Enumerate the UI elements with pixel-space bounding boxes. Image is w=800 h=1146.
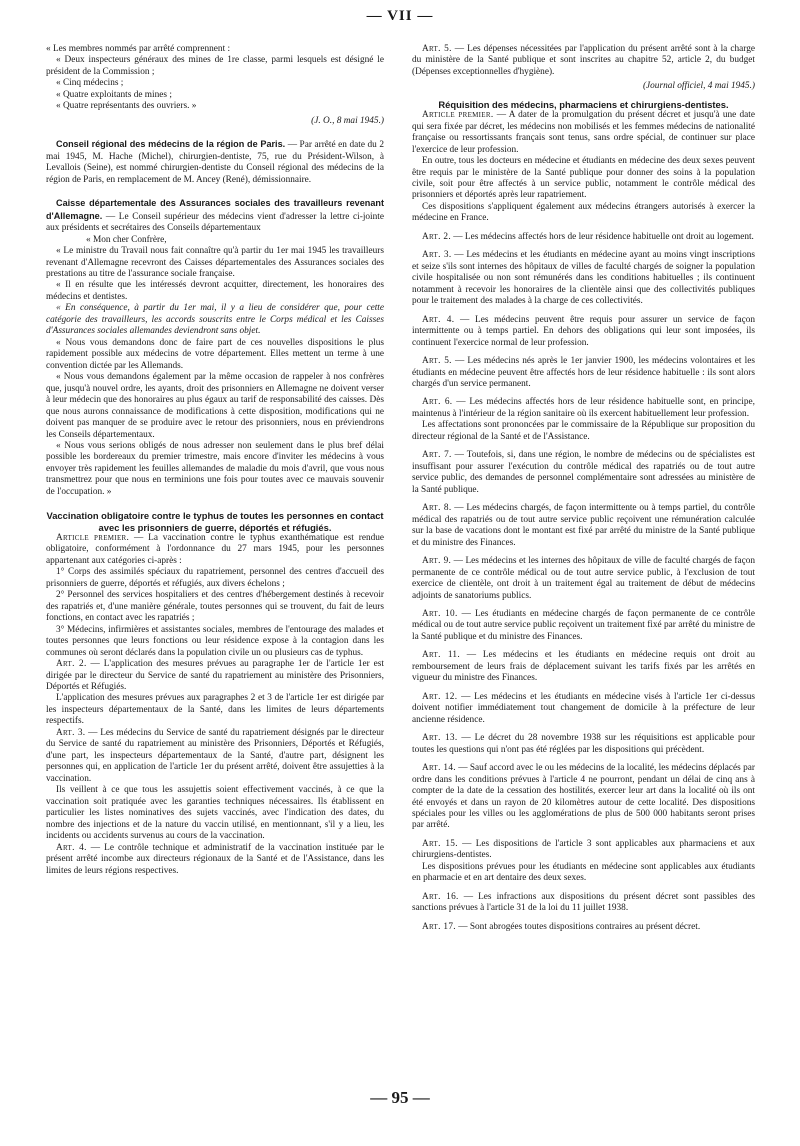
article-text: — Le décret du 28 novembre 1938 sur les réquisitions est applicable pour toutes les questions qui n'ont pas été réglées par les dispositions qui précèdent.	[412, 733, 755, 755]
article-label: Art. 9.	[422, 556, 452, 567]
caisse-title: Caisse départementale des Assurances sociales des travailleurs revenant d'Allemagne.	[46, 198, 384, 221]
article-label: Art. 14.	[422, 763, 456, 774]
requisition-article	[412, 839, 755, 862]
article-text: — Les médecins et les étudiants en médecine requis ont droit au remboursement de leurs frais de déplacement suivant les tarifs fixés par les arrêtés en vigueur du ministre des Finances.	[412, 650, 755, 684]
article-label: Article premier.	[56, 532, 130, 543]
article-label: Art. 5.	[422, 356, 452, 367]
article-label: Art. 5.	[422, 44, 452, 54]
article-text: — Les médecins nés après le 1er janvier 1900, les médecins volontaires et les étudiants en médecine peuvent être affectés hors de leur résidence habituelle : ils sont alors chargés d'un service permanent.	[412, 356, 755, 389]
article-text: — Les dépenses nécessitées par l'application du présent arrêté sont à la charge du ministère de la Santé publique et sont inscrites au chapitre 52, article 2, du budget (Dépenses exceptionnelles d'hygiène).	[412, 44, 755, 77]
article-text: — Les médecins et les étudiants en médecine ayant au moins vingt inscriptions et seize s'ils sont internes des hôpitaux de villes de faculté chargés de soigner la population civile hospitalisée ou non sont rémunérés dans les conditions habituelles ; ils continuent notamment à recevoir les honoraires de la clientèle ainsi que des collectivités publiques pour le traitement des malades à la charge de ces collectivités.	[412, 250, 755, 307]
vaccination-article	[46, 785, 384, 842]
article-text: Les dispositions prévues pour les étudiants en médecine sont applicables aux étudiants en pharmacie et en art dentaire des deux sexes.	[412, 861, 755, 884]
article-text: L'application des mesures prévues aux paragraphes 2 et 3 de l'article 1er est dirigée par les inspecteurs départementaux de la Santé, dans les limites de leurs départements respectifs.	[46, 693, 384, 727]
requisition-paragraph: Ces dispositions s'appliquent également aux médecins étrangers autorisés à exercer la médecine en France.	[412, 201, 755, 224]
caisse-paragraph	[46, 198, 384, 234]
article-label: Art. 2.	[56, 659, 87, 670]
article-text: Les affectations sont prononcées par le commissaire de la République sur proposition du directeur régional de la Santé et de l'Assistance.	[412, 420, 755, 442]
intro-line: « Quatre représentants des ouvriers. »	[56, 101, 197, 112]
article-text: — Les médecins affectés hors de leur résidence habituelle ont droit au logement.	[450, 231, 754, 242]
requisition-article	[412, 650, 755, 684]
requisition-article	[412, 503, 755, 549]
article-label: Art. 10.	[422, 608, 458, 619]
article-text: — Les infractions aux dispositions du présent décret sont passibles des sanctions prévues à l'article 31 de la loi du 11 juillet 1938.	[412, 891, 755, 914]
article-text: — Les dispositions de l'article 3 sont applicables aux pharmaciens et aux chirurgiens-dentistes.	[412, 838, 755, 861]
letter-paragraph: « Le ministre du Travail nous fait connaître qu'à partir du 1er mai 1945 les travailleurs revenant d'Allemagne recevront des Caisses départementales des Assurances sociales des prestations au titre de l'assurance sociale française.	[46, 246, 384, 279]
article-label: Art. 11.	[422, 650, 461, 661]
letter-paragraph: « Nous vous demandons donc de faire part de ces nouvelles dispositions le plus rapidement possible aux médecins de votre département. Elles mettent un terme à une convention dictée par les Allemands.	[46, 337, 384, 371]
requisition-article	[412, 315, 755, 349]
caisse-body: — Le Conseil supérieur des médecins vient d'adresser la lettre ci-jointe aux présidents et secrétaires des Conseils départementaux	[46, 211, 384, 234]
article-label: Art. 3.	[56, 727, 86, 738]
article-text: — Le contrôle technique et administratif de la vaccination instituée par le présent arrêté incombe aux directeurs régionaux de la Santé et de l'Assistance, dans les limites de leurs régions respectives.	[46, 842, 384, 876]
requisition-article	[412, 763, 755, 832]
article-text: — Les médecins du Service de santé du rapatriement désignés par le directeur du Service de santé du rapatriement au ministère des Prisonniers, Déportés et Réfugiés, d'une part, les inspecteurs départementaux de la Santé, d'autre part, désignent les personnes qui, en application de l'article 1er du présent arrêté, doivent être assujetties à la vaccination.	[46, 727, 384, 784]
requisition-article	[412, 733, 755, 756]
requisition-article	[412, 356, 755, 390]
intro-line: « Les membres nommés par arrêté comprennent :	[46, 44, 231, 54]
conseil-body: — Par arrêté en date du 2 mai 1945, M. Hache (Michel), chirurgien-dentiste, 75, rue du Président-Wilson, à Levallois (Seine), est nommé chirurgien-dentiste du Conseil régional des médecins de la région de Paris, en remplacement de M. Ancey (René), démissionnaire.	[46, 140, 384, 185]
article-label: Art. 4.	[422, 314, 455, 325]
article-label: Art. 3.	[422, 250, 452, 261]
article-text: — L'application des mesures prévues au paragraphe 1er de l'article 1er est dirigée par le directeur du Service de santé du rapatriement au ministère des Prisonniers, Déportés et Réfugiés.	[46, 659, 384, 692]
vaccination-article-5	[412, 44, 755, 78]
letter-paragraph: « Nous vous serions obligés de nous adresser non seulement dans le plus bref délai possible les bordereaux du premier trimestre, mais encore d'inviter les médecins à vous envoyer très rapidement les feuilles allemandes de maladie du mois d'avril, que vous nous transmettrez pour que nous en terminions une fois pour toutes avec ce mauvais souvenir de l'occupation. »	[46, 441, 384, 497]
article-text: — Les médecins et les étudiants en médecine visés à l'article 1er ci-dessus doivent notifier immédiatement tout changement de domicile à la préfecture de leur ancienne résidence.	[412, 691, 755, 725]
requisition-article	[412, 862, 755, 885]
vaccination-item: 1° Corps des assimilés spéciaux du rapatriement, personnel des centres d'accueil des prisonniers de guerre, déportés et réfugiés, aux divers échelons ;	[46, 567, 384, 589]
intro-line: « Quatre exploitants de mines ;	[56, 89, 172, 100]
article-label: Art. 7.	[422, 450, 452, 461]
vaccination-article	[46, 693, 384, 727]
letter-paragraph: « Nous vous demandons également par la même occasion de rappeler à nos confrères que, jusqu'à nouvel ordre, les ayants, droit des prisonniers en Allemagne ne doivent verser à leur médecin que des honoraires au plus égaux au tarif de responsabilité des caisses. Dès que nous aurons connaissance de modifications à cette disposition, modifications qui ne doivent pas manquer de se produire avec le retour des prisonniers, nous en préviendrons les Conseils départementaux.	[46, 372, 384, 440]
article-text: — La vaccination contre le typhus exanthématique est rendue obligatoire, conformément à l'ordonnance du 27 mars 1945, pour les personnes appartenant aux catégories ci-après :	[46, 532, 384, 566]
folio-roman: — VII —	[366, 8, 434, 24]
letter-salutation: « Mon cher Confrère,	[86, 234, 167, 245]
source-citation: (J. O., 8 mai 1945.)	[311, 115, 384, 126]
vaccination-article	[46, 659, 384, 693]
vaccination-item: 2° Personnel des services hospitaliers et des centres d'hébergement destinés à recevoir des rapatriés et, d'une manière générale, toutes personnes qui se trouvent, du fait de leurs fonctions, en contact avec les rapatriés ;	[46, 590, 384, 624]
article-text: — Les médecins peuvent être requis pour assurer un service de façon intermittente ou à temps partiel. En dehors des obligations qui leur sont imposées, ils continuent l'exercice normal de leur profession.	[412, 314, 755, 348]
intro-line: « Cinq médecins ;	[56, 78, 124, 89]
intro-line: « Deux inspecteurs généraux des mines de 1re classe, parmi lesquels est désigné le président de la Commission ;	[46, 55, 384, 77]
article-text: — Toutefois, si, dans une région, le nombre de médecins ou de spécialistes est insuffisant pour assurer l'exécution du contrôle médical des rapatriés ou de tout autre service public, des demandes de personnel complémentaire sont adressées au ministère de la Santé publique.	[412, 450, 755, 495]
conseil-title: Conseil régional des médecins de la région de Paris.	[56, 139, 286, 150]
article-label: Art. 12.	[422, 691, 458, 702]
requisition-article	[412, 609, 755, 643]
source-citation: (Journal officiel, 4 mai 1945.)	[642, 81, 755, 92]
vaccination-item: 3° Médecins, infirmières et assistantes sociales, membres de l'entourage des malades et toutes personnes que leurs fonctions ou leur résidence expose à la contagion dans les communes où seront déclarés dans la population civile un ou plusieurs cas de typhus.	[46, 624, 384, 658]
conseil-paragraph	[46, 139, 384, 186]
requisition-paragraph: En outre, tous les docteurs en médecine et étudiants en médecine des deux sexes peuvent être requis par le ministère de la Santé publique pour donner des soins à la population civile, soit pour être affectés à un service public, notamment le contrôle médical des prisonniers et déportés après leur rapatriement.	[412, 156, 755, 201]
article-label: Art. 8.	[422, 503, 452, 514]
vaccination-article	[46, 843, 384, 877]
vaccination-title: Vaccination obligatoire contre le typhus de toutes les personnes en contact avec les prisonniers de guerre, déportés et réfugiés.	[46, 510, 384, 533]
requisition-article	[412, 892, 755, 915]
article-label: Art. 17.	[422, 921, 456, 932]
article-label: Art. 6.	[422, 397, 453, 408]
article-label: Art. 15.	[422, 838, 458, 849]
requisition-article	[412, 420, 755, 443]
article-text: — Sauf accord avec le ou les médecins de la localité, les médecins déplacés par ordre dans les conditions prévues à l'article 4 ne pourront, pendant un délai de cinq ans à compter de la date de la cessation des hostilités, exercer leur art dans la localité où ils ont été envoyés et dans un rayon de 20 kilomètres autour de cette localité. Des dispositions spéciales pour les villes ou les agglomérations de plus de 500 000 habitants seront prises par arrêté.	[412, 763, 755, 831]
article-label: Art. 13.	[422, 733, 458, 744]
article-text: — A dater de la promulgation du présent décret et jusqu'à une date qui sera fixée par décret, les médecins non mobilisés et les femmes médecins de nationalité française ou ressortissants français sont tenus, sans ordre spécial, de continuer sur place l'exercice de leur profession.	[412, 110, 755, 155]
article-text: — Les médecins et les internes des hôpitaux de ville de faculté chargés de façon permanente de ce contrôle médical ou de tout autre service public, à l'exclusion de tout exercice de clientèle, ont droit à un traitement égal au traitement de début de médecins adjoints de sanatoriums publics.	[412, 556, 755, 601]
article-label: Art. 2.	[422, 231, 451, 242]
vaccination-article-1	[46, 533, 384, 567]
vaccination-article	[46, 728, 384, 785]
article-text: — Les médecins affectés hors de leur résidence habituelle sont, en principe, maintenus à l'intérieur de la région sanitaire où ils exercent habituellement leur profession.	[412, 397, 755, 419]
requisition-article-1	[412, 110, 755, 156]
right-column	[412, 44, 755, 1034]
requisition-article	[412, 450, 755, 496]
requisition-article	[412, 397, 755, 420]
article-text: Ils veillent à ce que tous les assujettis soient effectivement vaccinés, à ce que la vaccination soit pratiquée avec les garanties techniques nécessaires. Ils établissent en particulier les listes nominatives des sujets vaccinés, avec l'indication des dates, du nombre des injections et de la nature du vaccin utilisé, en mentionnant, s'il y a lieu, les incidents ou accidents survenus au cours de la vaccination.	[46, 785, 384, 842]
requisition-title: Réquisition des médecins, pharmaciens et chirurgiens-dentistes.	[438, 98, 729, 110]
left-column	[46, 44, 384, 1084]
letter-paragraph: « Il en résulte que les intéressés devront acquitter, directement, les honoraires des médecins et dentistes.	[46, 280, 384, 302]
article-label: Article premier.	[422, 110, 494, 121]
article-label: Art. 16.	[422, 891, 459, 902]
article-text: — Sont abrogées toutes dispositions contraires au présent décret.	[455, 921, 701, 932]
requisition-article	[412, 922, 755, 933]
article-text: — Les étudiants en médecine chargés de façon permanente de ce contrôle médical ou de tout autre service public reçoivent un traitement fixé par arrêté du ministre de la Santé publique et du ministre des Finances.	[412, 608, 755, 642]
page-number: — 95 —	[370, 1088, 430, 1107]
requisition-article	[412, 250, 755, 307]
letter-paragraph: « En conséquence, à partir du 1er mai, il y a lieu de considérer que, pour cette catégorie des travailleurs, les accords souscrits entre le Corps médical et les Caisses d'Assurances sociales allemandes deviendront sans objet.	[46, 303, 384, 337]
article-text: — Les médecins chargés, de façon intermittente ou à temps partiel, du contrôle médical des rapatriés ou de tout autre service public reçoivent une rémunération calculée sur la base de vacations dont le montant est fixé par arrêté du ministre de la Santé publique et du ministre des Finances.	[412, 503, 755, 548]
article-label: Art. 4.	[56, 842, 87, 853]
requisition-article	[412, 232, 755, 243]
requisition-article	[412, 692, 755, 726]
requisition-article	[412, 556, 755, 602]
